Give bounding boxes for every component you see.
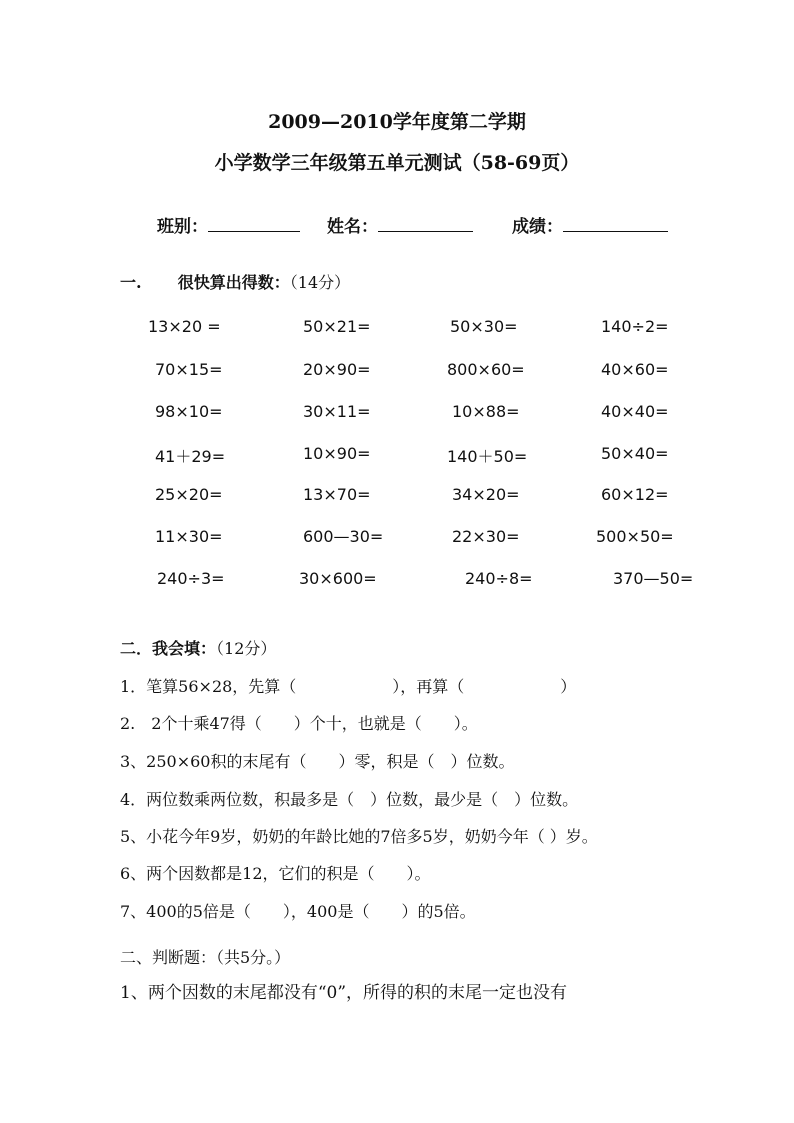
class-blank[interactable] — [208, 213, 300, 232]
calc-item: 140÷2= — [601, 317, 669, 336]
score-blank[interactable] — [563, 213, 668, 232]
judge-question: 1、两个因数的末尾都没有“0”，所得的积的末尾一定也没有 — [120, 983, 568, 1003]
calc-item: 60×12= — [601, 485, 669, 504]
name-field — [327, 212, 473, 237]
class-label: 班别： — [157, 217, 208, 237]
calc-item: 240÷8= — [465, 569, 533, 588]
class-field — [157, 212, 300, 237]
calc-item: 30×11= — [303, 402, 371, 421]
calc-item: 50×40= — [601, 444, 669, 463]
calc-item: 50×30= — [450, 317, 518, 336]
calc-item: 40×40= — [601, 402, 669, 421]
calc-item: 10×90= — [303, 444, 371, 463]
calc-item: 370—50= — [613, 569, 694, 588]
calc-item: 10×88= — [452, 402, 520, 421]
calc-item: 800×60= — [447, 360, 525, 379]
section1-title: 很快算出得数： — [177, 273, 290, 292]
calc-item: 70×15= — [155, 360, 223, 379]
calc-item: 240÷3= — [157, 569, 225, 588]
calc-item: 13×20 = — [148, 317, 221, 336]
calc-item: 50×21= — [303, 317, 371, 336]
calc-item: 140＋50= — [447, 447, 528, 466]
name-label: 姓名： — [327, 217, 378, 237]
calc-item: 40×60= — [601, 360, 669, 379]
calc-item: 13×70= — [303, 485, 371, 504]
section1-heading — [120, 270, 350, 293]
calc-item: 98×10= — [155, 402, 223, 421]
calc-item: 25×20= — [155, 485, 223, 504]
fill-question: 2. 2个十乘47得（ ）个十，也就是（ ）。 — [120, 714, 478, 733]
section2-heading: 二．我会填： — [120, 639, 217, 658]
score-field — [512, 212, 668, 237]
calc-item: 22×30= — [452, 527, 520, 546]
calc-item: 41＋29= — [155, 447, 226, 466]
fill-question: 7、400的5倍是（ ），400是（ ）的5倍。 — [120, 902, 476, 921]
section2-heading-line — [120, 636, 276, 659]
page-title-line1: 2009—2010学年度第二学期 — [268, 111, 526, 133]
fill-question: 4．两位数乘两位数，积最多是（ ）位数，最少是（ ）位数。 — [120, 790, 579, 809]
calc-item: 500×50= — [596, 527, 674, 546]
calc-item: 20×90= — [303, 360, 371, 379]
page-title-line2: 小学数学三年级第五单元测试（58-69页） — [214, 152, 580, 174]
fill-question: 5、小花今年9岁，奶奶的年龄比她的7倍多5岁，奶奶今年（ ）岁。 — [120, 827, 598, 846]
calc-item: 600—30= — [303, 527, 384, 546]
calc-item: 30×600= — [299, 569, 377, 588]
section1-score: （14分） — [289, 273, 351, 292]
calc-item: 11×30= — [155, 527, 223, 546]
section2-score: （12分） — [216, 639, 277, 658]
fill-question: 3、250×60积的末尾有（ ）零，积是（ ）位数。 — [120, 752, 515, 771]
section3-heading: 二、判断题：（共5分。） — [120, 948, 291, 967]
fill-question: 6、两个因数都是12，它们的积是（ ）。 — [120, 864, 431, 883]
fill-question: 1．笔算56×28，先算（ ），再算（ ） — [120, 677, 577, 696]
calc-item: 34×20= — [452, 485, 520, 504]
score-label: 成绩： — [512, 217, 563, 237]
name-blank[interactable] — [378, 213, 473, 232]
section1-number: 一. — [120, 273, 142, 292]
